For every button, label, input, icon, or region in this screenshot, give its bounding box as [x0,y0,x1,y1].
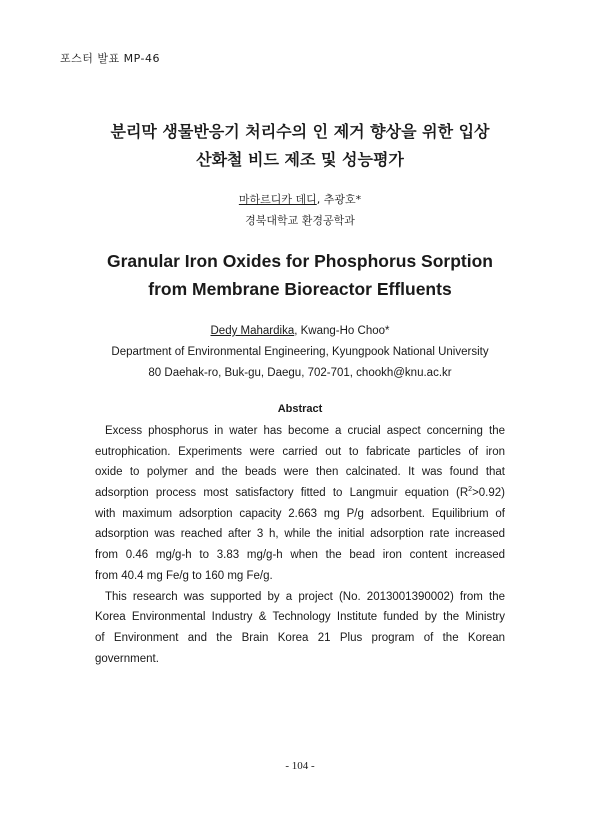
english-department: Department of Environmental Engineering, Kyungpook National University [111,346,489,358]
abstract-line: Excess phosphorus in water has become a crucial aspect concerning the [105,425,505,437]
abstract-line: government. [95,652,159,665]
english-authors [0,325,600,337]
abstract-line: of Environment and the Brain Korea 21 Plus program of the Korean [95,631,505,644]
korean-affiliation: 경북대학교 환경공학과 [245,214,355,227]
korean-authors [0,191,600,207]
abstract-line: from 40.4 mg Fe/g to 160 mg Fe/g. [95,569,273,582]
english-address: 80 Daehak-ro, Buk-gu, Daegu, 702-701, chookh@knu.ac.kr [148,367,452,379]
abstract-line-part: >0.92) [472,487,505,500]
abstract-line: oxide to polymer and the beads were then calcinated. It was found that [95,466,505,479]
abstract-line [95,483,505,504]
korean-presenting-author: 마하르디카 데디 [238,193,317,206]
abstract-line: Korea Environmental Industry & Technology Institute funded by the Ministry [95,611,505,624]
abstract-line: This research was supported by a project (No. 2013001390002) from the [105,590,505,603]
abstract-line: eutrophication. Experiments were carried out to fabricate particles of iron [95,445,505,458]
abstract-heading: Abstract [277,403,323,415]
english-title-line-1: Granular Iron Oxides for Phosphorus Sorption [106,251,493,271]
superscript: 2 [468,486,473,494]
abstract-line-part: adsorption process most satisfactory fitted to Langmuir equation (R [95,487,469,500]
english-presenting-author: Dedy Mahardika [210,325,295,337]
abstract-body [95,421,505,669]
korean-title-line-1: 분리막 생물반응기 처리수의 인 제거 향상을 위한 입상 [110,122,490,141]
abstract-line: adsorption was reached after 3 h, while the initial adsorption rate increased [95,528,505,541]
session-label: 포스터 발표 MP-46 [60,52,160,65]
korean-coauthors: , 추광호* [316,193,362,206]
english-coauthors: , Kwang-Ho Choo* [294,325,390,337]
abstract-line: with maximum adsorption capacity 2.663 mg P/g adsorbent. Equilibrium of [95,507,505,520]
english-title-line-2: from Membrane Bioreactor Effluents [148,279,452,299]
abstract-line: from 0.46 mg/g-h to 3.83 mg/g-h when the bead iron content increased [95,549,505,562]
korean-title-line-2: 산화철 비드 제조 및 성능평가 [196,150,404,169]
page-number: - 104 - [285,760,315,772]
